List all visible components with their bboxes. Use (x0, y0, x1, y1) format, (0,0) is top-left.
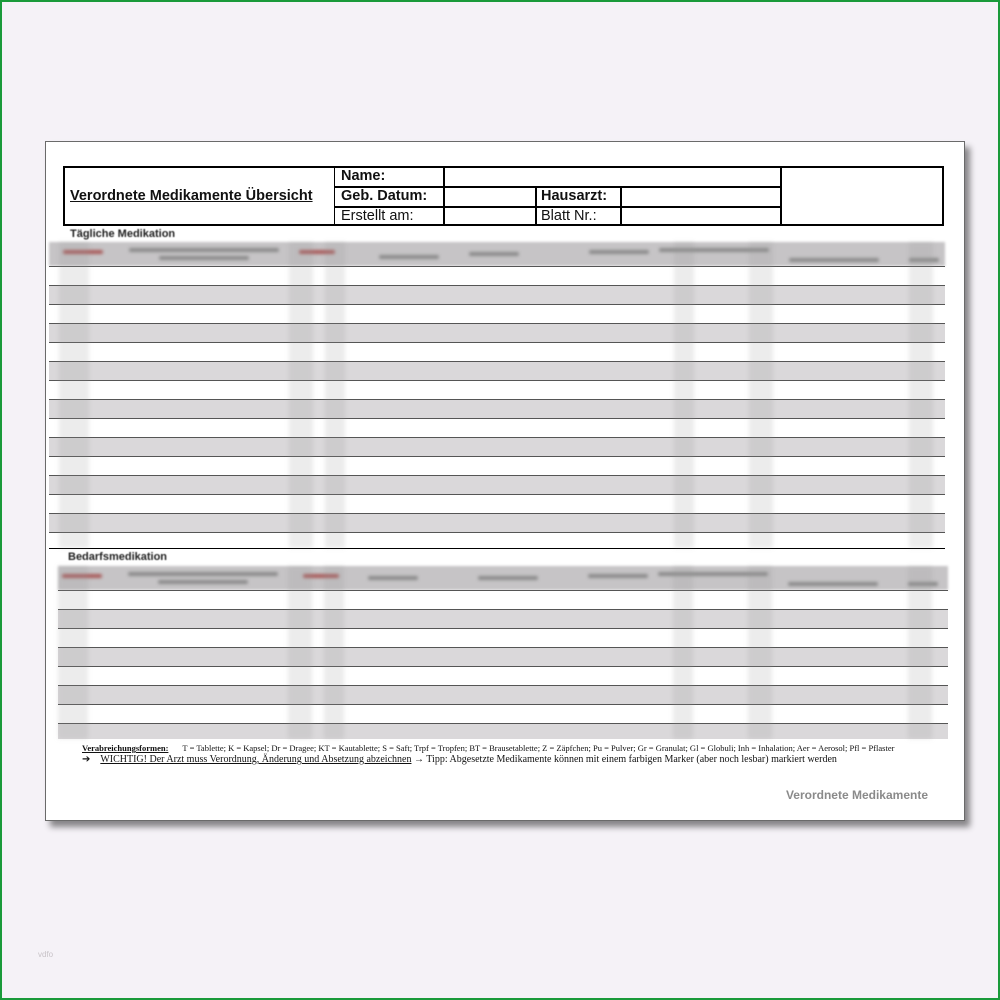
document-title: Verordnete Medikamente Übersicht (65, 168, 335, 224)
document-sheet (45, 141, 965, 821)
legend-heading: Verabreichungsformen: (82, 743, 169, 753)
arrow-icon: ➔ (82, 754, 91, 765)
daily-medication-table (49, 242, 945, 549)
as-needed-section-label: Bedarfsmedikation (68, 551, 168, 563)
watermark: vdfo (38, 950, 54, 959)
sheet-number-label: Blatt Nr.: (541, 208, 597, 224)
doctor-label: Hausarzt: (541, 188, 608, 204)
created-label: Erstellt am: (341, 208, 414, 224)
as-needed-medication-table (58, 566, 948, 739)
footer-title: Verordnete Medikamente (785, 788, 928, 802)
tip-text: → Tipp: Abgesetzte Medikamente können mit einem farbigen Marker (aber noch lesbar) markiert werden (413, 754, 837, 765)
legend-text: T = Tablette; K = Kapsel; Dr = Dragee; KT = Kautablette; S = Saft; Trpf = Tropfen; BT = Brausetablette; Z = Zäpfchen; Pu = Pulver; Gr = Granulat; Gl = Globuli; Inh = Inhalation; Aer = Aerosol; Pfl = Pflaster (182, 743, 895, 753)
warning-text: WICHTIG! Der Arzt muss Verordnung, Änderung und Absetzung abzeichnen (100, 754, 412, 765)
daily-section-label: Tägliche Medikation (70, 228, 176, 240)
administration-forms-legend (82, 743, 962, 753)
name-label: Name: (341, 168, 386, 184)
important-note (82, 754, 962, 765)
dob-label: Geb. Datum: (341, 188, 428, 204)
header-table (63, 166, 944, 226)
